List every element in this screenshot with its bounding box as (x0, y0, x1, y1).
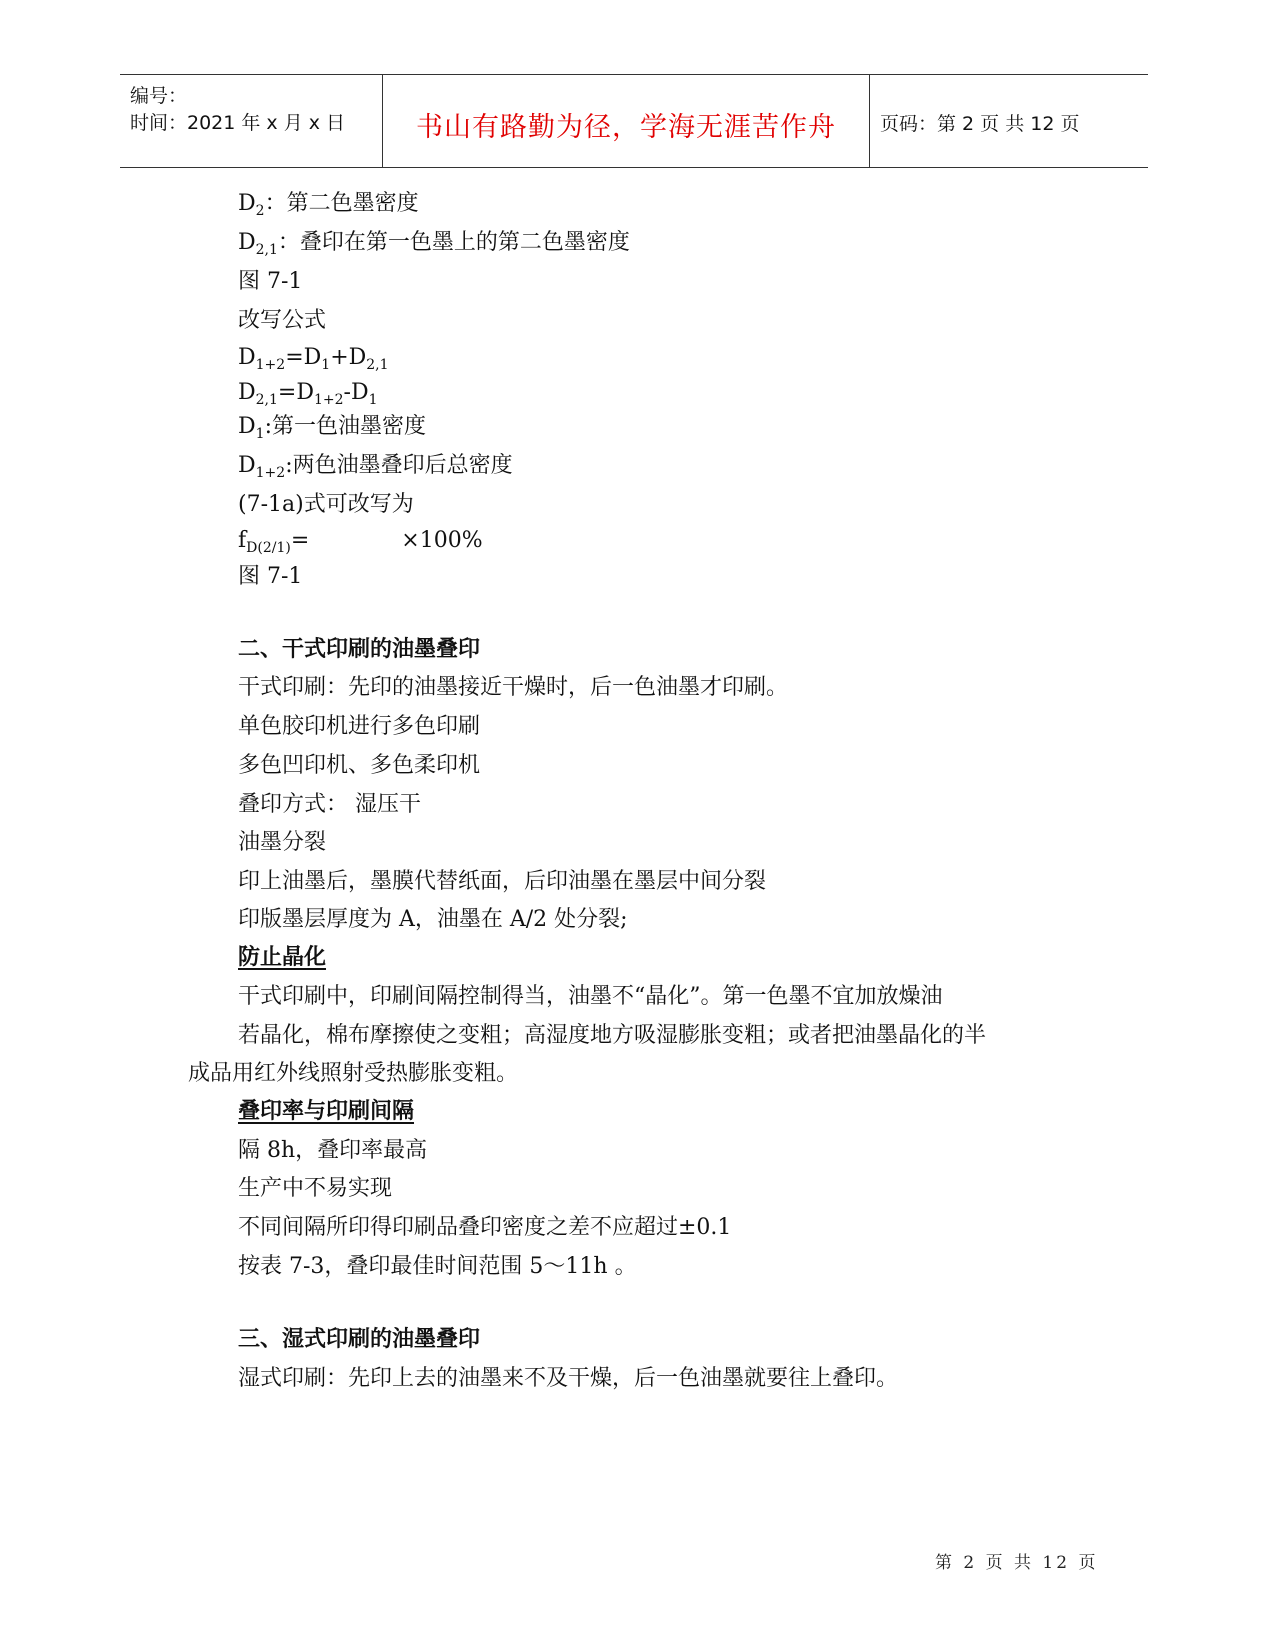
definition-text: :第一色油墨密度 (264, 414, 426, 439)
text-line: 叠印方式： 湿压干 (238, 792, 421, 817)
symbol: D (238, 191, 256, 216)
formula-2 (238, 380, 378, 408)
text-line: 生产中不易实现 (238, 1176, 393, 1201)
symbol: D (238, 345, 256, 370)
text-line: 单色胶印机进行多色印刷 (238, 714, 481, 739)
symbol: =D (277, 380, 314, 405)
header-right-cell (870, 75, 1148, 167)
subsection-heading: 防止晶化 (238, 945, 327, 970)
text-line: 按表 7-3，叠印最佳时间范围 5～11h 。 (238, 1254, 637, 1279)
text-line: 干式印刷：先印的油墨接近干燥时，后一色油墨才印刷。 (238, 675, 789, 700)
symbol: D (238, 453, 256, 478)
subscript: 2,1 (255, 242, 278, 258)
motto: 书山有路勤为径，学海无涯苦作舟 (416, 112, 836, 143)
symbol: f (238, 528, 247, 553)
time-label: 时间：2021 年 x 月 x 日 (130, 112, 346, 134)
text-line-d12 (238, 453, 513, 481)
text-line: 印版墨层厚度为 A，油墨在 A/2 处分裂; (238, 907, 628, 932)
symbol: D (238, 414, 256, 439)
page-info: 页码：第 2 页 共 12 页 (880, 113, 1080, 135)
definition-text: ：叠印在第一色墨上的第二色墨密度 (277, 230, 630, 255)
text-line: 不同间隔所印得印刷品叠印密度之差不应超过±0.1 (238, 1215, 732, 1240)
header-motto-cell (382, 75, 870, 167)
text-line: 若晶化，棉布摩擦使之变粗；高湿度地方吸湿膨胀变粗；或者把油墨晶化的半 (238, 1023, 987, 1048)
text-line-d21 (238, 230, 630, 258)
symbol: D (238, 230, 256, 255)
section-heading: 三、湿式印刷的油墨叠印 (238, 1327, 481, 1352)
subscript: 1+2 (313, 392, 344, 408)
document-header (120, 74, 1148, 168)
subscript: 2 (255, 203, 265, 219)
formula-1 (238, 345, 389, 373)
definition-text: :两色油墨叠印后总密度 (285, 453, 513, 478)
text-line: 多色凹印机、多色柔印机 (238, 753, 481, 778)
text-line-d2 (238, 191, 419, 219)
subscript: 1+2 (255, 465, 286, 481)
figure-caption: 图 7-1 (238, 269, 303, 294)
equals-sign: = (290, 528, 310, 553)
text-line: 成品用红外线照射受热膨胀变粗。 (188, 1061, 519, 1086)
subscript: 2,1 (255, 392, 278, 408)
text-line: 干式印刷中，印刷间隔控制得当，油墨不“晶化”。第一色墨不宜加放燥油 (238, 984, 943, 1009)
text-line: 隔 8h，叠印率最高 (238, 1138, 428, 1163)
symbol: +D (330, 345, 367, 370)
definition-text: ：第二色墨密度 (264, 191, 419, 216)
text-line: 油墨分裂 (238, 830, 327, 855)
page-footer: 第 2 页 共 12 页 (935, 1553, 1099, 1573)
percent-factor: ×100% (401, 528, 483, 553)
formula-3 (238, 528, 483, 556)
subscript: 1+2 (255, 357, 286, 373)
text-line-d1 (238, 414, 426, 442)
symbol: D (238, 380, 256, 405)
subscript: 1 (368, 392, 378, 408)
subscript: 1 (321, 357, 331, 373)
serial-number-label: 编号： (130, 85, 188, 107)
section-heading: 二、干式印刷的油墨叠印 (238, 637, 481, 662)
header-left-cell (120, 75, 382, 167)
symbol: =D (285, 345, 322, 370)
symbol: -D (343, 380, 369, 405)
figure-caption: 图 7-1 (238, 564, 303, 589)
text-line: 湿式印刷：先印上去的油墨来不及干燥，后一色油墨就要往上叠印。 (238, 1366, 899, 1391)
text-line: (7-1a)式可改写为 (238, 492, 414, 517)
subscript: D(2/1) (246, 540, 291, 556)
text-line: 改写公式 (238, 308, 327, 333)
subscript: 2,1 (366, 357, 389, 373)
subscript: 1 (255, 426, 265, 442)
subsection-heading: 叠印率与印刷间隔 (238, 1099, 415, 1124)
text-line: 印上油墨后，墨膜代替纸面，后印油墨在墨层中间分裂 (238, 869, 767, 894)
